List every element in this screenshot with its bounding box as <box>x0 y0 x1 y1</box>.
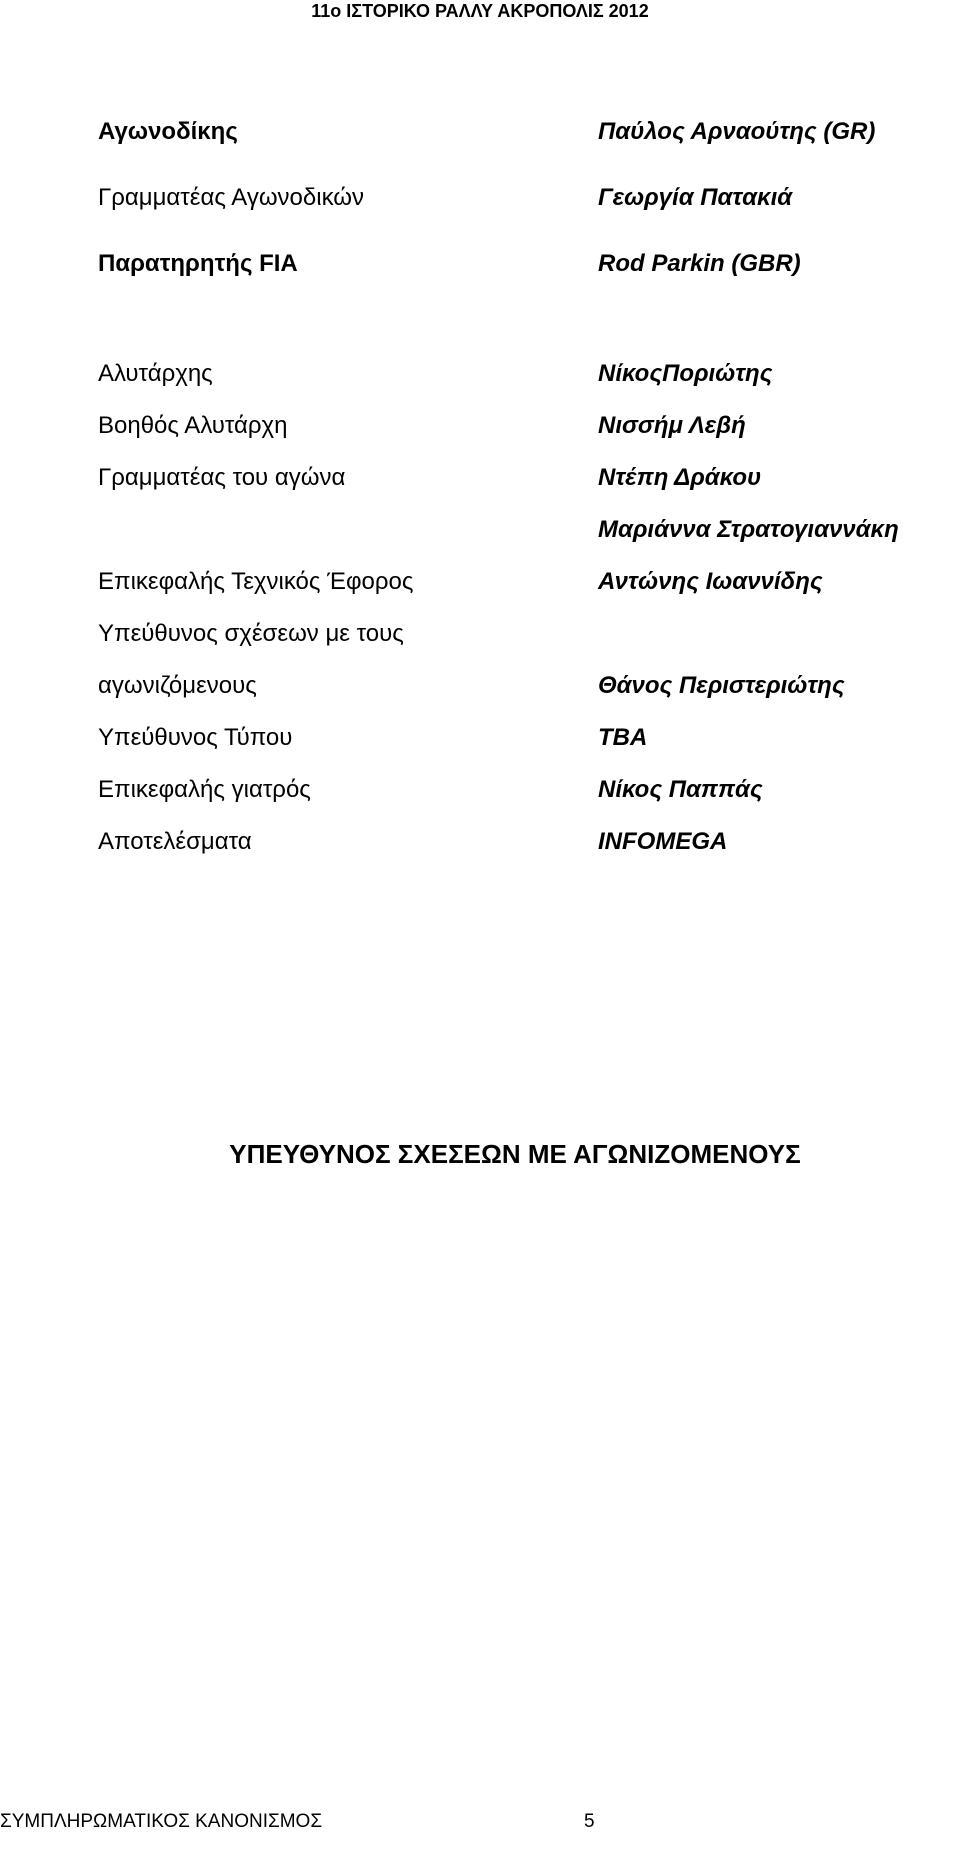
person-name: Παύλος Αρναούτης (GR) <box>598 118 876 145</box>
footer-title: ΣΥΜΠΛΗΡΩΜΑΤΙΚΟΣ ΚΑΝΟΝΙΣΜΟΣ <box>0 1811 323 1832</box>
role-label: Υπεύθυνος σχέσεων με τους <box>98 620 404 647</box>
official-row-stewards-secretary <box>0 182 960 214</box>
official-row-event-secretary <box>0 462 960 494</box>
person-name: Νισσήμ Λεβή <box>598 412 746 439</box>
person-name: INFOMEGA <box>598 828 728 855</box>
person-name: Θάνος Περιστεριώτης <box>598 672 845 699</box>
role-label: Επικεφαλής Τεχνικός Έφορος <box>98 568 414 595</box>
role-label: Αγωνοδίκης <box>98 118 238 145</box>
role-label: Γραμματέας του αγώνα <box>98 464 346 491</box>
official-row-chief-scrutineer <box>0 566 960 598</box>
official-row-results <box>0 826 960 858</box>
official-row-press-officer <box>0 722 960 754</box>
official-row-competitor-relations <box>0 618 960 650</box>
role-label: Επικεφαλής γιατρός <box>98 776 311 803</box>
role-label: Αλυτάρχης <box>98 360 213 387</box>
role-label: αγωνιζόμενους <box>98 672 257 699</box>
official-row-fia-observer <box>0 248 960 280</box>
official-row-stewards <box>0 116 960 148</box>
official-row-chief-medical <box>0 774 960 806</box>
role-label: Υπεύθυνος Τύπου <box>98 724 293 751</box>
person-name: Αντώνης Ιωαννίδης <box>598 568 823 595</box>
official-row-competitor-relations-cont <box>0 670 960 702</box>
page-footer <box>0 1810 960 1834</box>
role-label: Βοηθός Αλυτάρχη <box>98 412 288 439</box>
role-label: Παρατηρητής FIA <box>98 250 298 277</box>
person-name: Γεωργία Πατακιά <box>598 184 793 211</box>
page-number: 5 <box>584 1811 595 1832</box>
role-label: Αποτελέσματα <box>98 828 252 855</box>
person-name: TBA <box>598 724 648 751</box>
person-name: Ντέπη Δράκου <box>598 464 762 491</box>
person-name: Νίκος Παππάς <box>598 776 763 803</box>
person-name: ΝίκοςΠοριώτης <box>598 360 773 387</box>
official-row-deputy-clerk <box>0 410 960 442</box>
person-name: Μαριάννα Στρατογιαννάκη <box>598 516 899 543</box>
role-label: Γραμματέας Αγωνοδικών <box>98 184 365 211</box>
person-name: Rod Parkin (GBR) <box>598 250 801 277</box>
section-heading: ΥΠΕΥΘΥΝΟΣ ΣΧΕΣΕΩΝ ΜΕ ΑΓΩΝΙΖΟΜΕΝΟΥΣ <box>229 1139 801 1169</box>
official-row-event-secretary-2 <box>0 514 960 546</box>
page-header: 11ο ΙΣΤΟΡΙΚΟ ΡΑΛΛΥ ΑΚΡΟΠΟΛΙΣ 2012 <box>311 1 649 21</box>
official-row-clerk-of-course <box>0 358 960 390</box>
